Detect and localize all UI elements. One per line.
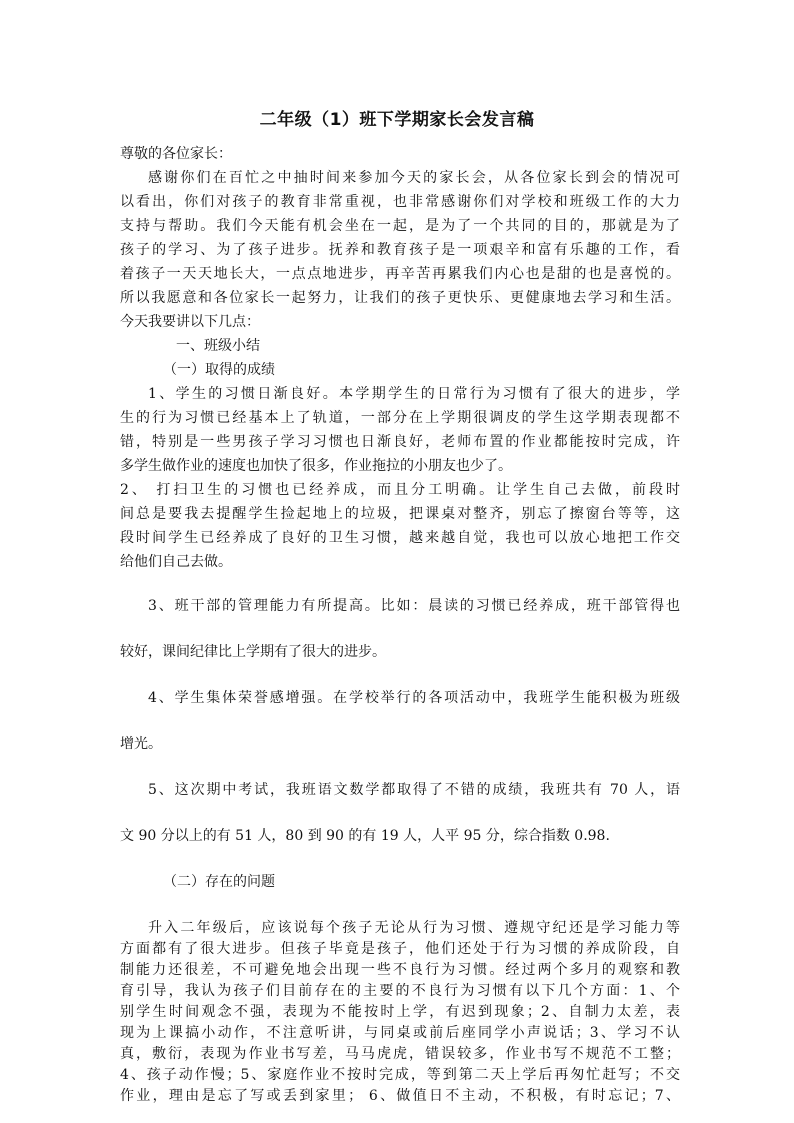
point-line: 2、 打扫卫生的习惯也已经养成，而且分工明确。让学生自己去做，前段时 bbox=[120, 482, 680, 498]
point-line: 错，特别是一些男孩子学习习惯也日渐良好，老师布置的作业都能按时完成，许 bbox=[120, 434, 680, 450]
section-heading: 一、班级小结 bbox=[176, 338, 260, 354]
intro-line: 孩子的学习、为了孩子进步。抚养和教育孩子是一项艰辛和富有乐趣的工作，看 bbox=[120, 242, 680, 258]
greeting: 尊敬的各位家长： bbox=[120, 146, 232, 162]
point-line: 4、学生集体荣誉感增强。在学校举行的各项活动中，我班学生能积极为班级 bbox=[148, 690, 680, 706]
intro-line: 着孩子一天天地长大，一点点地进步，再辛苦再累我们内心也是甜的也是喜悦的。 bbox=[120, 266, 680, 282]
point-line: 多学生做作业的速度也加快了很多，作业拖拉的小朋友也少了。 bbox=[120, 458, 512, 474]
paragraph-line: 升入二年级后，应该说每个孩子无论从行为习惯、遵规守纪还是学习能力等 bbox=[148, 920, 680, 936]
document-title: 二年级（1）班下学期家长会发言稿 bbox=[259, 110, 535, 130]
point-line: 段时间学生已经养成了良好的卫生习惯，越来越自觉，我也可以放心地把工作交 bbox=[120, 530, 680, 546]
paragraph-line: 真，敷衍，表现为作业书写差，马马虎虎，错误较多，作业书写不规范不工整； bbox=[120, 1046, 680, 1062]
paragraph-line: 作业，理由是忘了写或丢到家里； 6、做值日不主动，不积极，有时忘记；7、 bbox=[120, 1088, 680, 1104]
point-line: 1、学生的习惯日渐良好。本学期学生的日常行为习惯有了很大的进步，学 bbox=[148, 386, 680, 402]
subsection-heading: （一）取得的成绩 bbox=[163, 362, 275, 378]
paragraph-line: 方面都有了很大进步。但孩子毕竟是孩子，他们还处于行为习惯的养成阶段，自 bbox=[120, 941, 680, 957]
point-line: 3、班干部的管理能力有所提高。比如：晨读的习惯已经养成，班干部管得也 bbox=[148, 598, 680, 614]
subsection-heading: （二）存在的问题 bbox=[163, 874, 275, 890]
intro-line: 所以我愿意和各位家长一起努力，让我们的孩子更快乐、更健康地去学习和生活。 bbox=[120, 290, 680, 306]
point-line: 较好，课间纪律比上学期有了很大的进步。 bbox=[120, 644, 386, 660]
intro-line: 感谢你们在百忙之中抽时间来参加今天的家长会，从各位家长到会的情况可 bbox=[148, 170, 680, 186]
paragraph-line: 制能力还很差，不可避免地会出现一些不良行为习惯。经过两个多月的观察和教 bbox=[120, 962, 680, 978]
paragraph-line: 别学生时间观念不强，表现为不能按时上学，有迟到现象；2、自制力太差，表 bbox=[120, 1004, 680, 1020]
point-line: 给他们自己去做。 bbox=[120, 554, 232, 570]
point-line: 生的行为习惯已经基本上了轨道，一部分在上学期很调皮的学生这学期表现都不 bbox=[120, 410, 680, 426]
point-line: 间总是要我去提醒学生捡起地上的垃圾，把课桌对整齐，别忘了擦窗台等等，这 bbox=[120, 506, 680, 522]
intro-line: 支持与帮助。我们今天能有机会坐在一起，是为了一个共同的目的，那就是为了 bbox=[120, 218, 680, 234]
intro-line: 今天我要讲以下几点： bbox=[120, 314, 260, 330]
point-line: 增光。 bbox=[120, 736, 162, 752]
point-line: 文 90 分以上的有 51 人，80 到 90 的有 19 人，人平 95 分，综合指数 0.98. bbox=[120, 828, 610, 844]
paragraph-line: 4、孩子动作慢；5、家庭作业不按时完成，等到第二天上学后再匆忙赶写；不交 bbox=[120, 1067, 680, 1083]
paragraph-line: 育引导，我认为孩子们目前存在的主要的不良行为习惯有以下几个方面：1、个 bbox=[120, 983, 680, 999]
paragraph-line: 现为上课搞小动作，不注意听讲，与同桌或前后座同学小声说话；3、学习不认 bbox=[120, 1025, 680, 1041]
point-line: 5、这次期中考试，我班语文数学都取得了不错的成绩，我班共有 70 人，语 bbox=[148, 782, 680, 798]
intro-line: 以看出，你们对孩子的教育非常重视，也非常感谢你们对学校和班级工作的大力 bbox=[120, 194, 680, 210]
